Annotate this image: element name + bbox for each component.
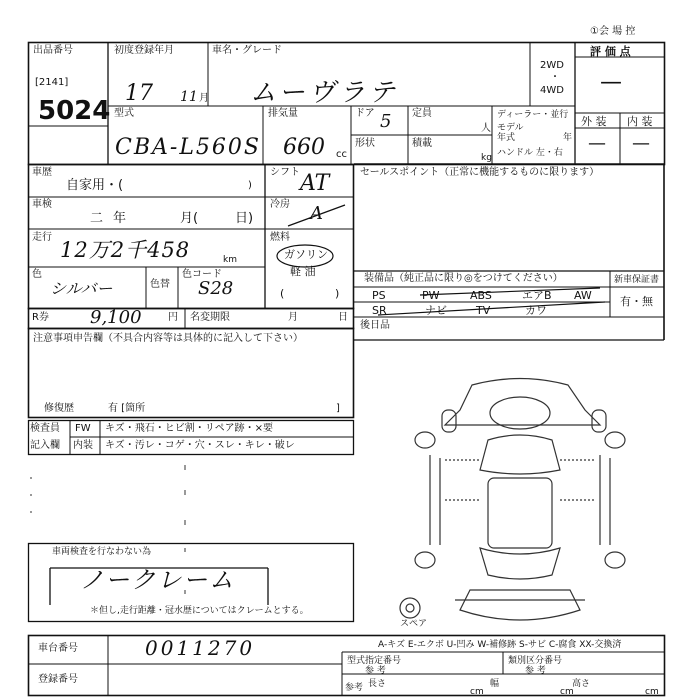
registration-label: 初度登録年月 (114, 45, 174, 56)
equipment-tv: TV (476, 304, 491, 317)
mileage-label: 走行 (32, 232, 52, 243)
valid-period-label: 名変期限 (190, 312, 230, 323)
inspection-day-unit: 日) (235, 211, 254, 226)
dealer-handle: ハンドル 左・右 (497, 148, 563, 158)
inspector-naisou-text: キズ・汚レ・コゲ・穴・スレ・キレ・破レ (105, 440, 295, 451)
usage-close: ) (248, 180, 252, 191)
warranty-label: 新車保証書 (614, 275, 660, 285)
registration-month-unit: 月 (199, 93, 209, 104)
recycle-label: R券 (32, 312, 49, 323)
fuel-paren-close: ) (335, 287, 340, 300)
ref-length-label: 参考 (345, 683, 364, 693)
capacity-label: 定員 (412, 108, 432, 119)
drive-dot: ・ (550, 72, 560, 83)
lot-sub-number: [2141] (35, 77, 69, 88)
displacement-value: 660 (283, 135, 325, 160)
fuel-diesel: 軽 油 (290, 265, 316, 278)
ac-value: A (310, 203, 323, 224)
warranty-value: 有・無 (620, 295, 653, 308)
color-code-value: S28 (198, 278, 234, 299)
post-register-label: 後日品 (360, 320, 390, 331)
inspection-month-unit: 月( (180, 211, 199, 226)
equipment-navi: ナビ (425, 304, 447, 317)
doors-label: ドア (355, 108, 375, 119)
spare-label: スペア (400, 619, 428, 629)
length-label: 長さ (368, 679, 387, 689)
type-designation-ref: 参 考 (365, 666, 386, 676)
evaluation-label: 評 価 点 (590, 45, 631, 58)
repair-value: 有 [箇所 (108, 403, 146, 414)
displacement-label: 排気量 (268, 108, 298, 119)
dealer-year-unit: 年 (563, 133, 573, 143)
load-unit: kg (481, 153, 492, 163)
damage-legend: A-キズ E-エクボ U-凹み W-補修跡 S-サビ C-腐食 XX-交換済 (378, 640, 622, 650)
color-label: 色 (32, 269, 42, 280)
fuel-gasoline: ガソリン (284, 248, 328, 261)
no-claim-stamp: ノークレーム (80, 566, 236, 594)
inspection-era: 二 (90, 211, 104, 226)
no-claim-notice: 車両検査を行なわない為 (52, 547, 152, 557)
inspection-year-unit: 年 (113, 211, 127, 226)
color-code-label: 色コード (182, 269, 222, 280)
ac-label: 冷房 (270, 199, 290, 210)
inspector-fw: FW (75, 423, 91, 434)
mileage-unit: km (223, 255, 237, 265)
equipment-label: 装備品（純正品に限り◎をつけてください） (364, 273, 563, 284)
chassis-value: 0011270 (145, 636, 256, 660)
width-unit: cm (560, 687, 574, 697)
car-diagram (400, 379, 625, 621)
selling-points-label: セールスポイント（正常に機能するものに限ります） (360, 167, 600, 178)
load-label: 積載 (412, 138, 432, 149)
height-unit: cm (645, 687, 659, 697)
class-number-label: 類別区分番号 (508, 656, 563, 666)
type-designation-label: 型式指定番号 (347, 656, 402, 666)
equipment-ps: PS (372, 289, 386, 302)
doors-value: 5 (380, 111, 392, 132)
lot-number: 5024 (38, 96, 111, 126)
inspector-fw-text: キズ・飛石・ヒビ割・リペア跡・×要 (105, 423, 273, 434)
lot-label: 出品番号 (33, 45, 73, 56)
color-value: シルバー (50, 279, 113, 298)
length-unit: cm (470, 687, 484, 697)
equipment-cooler: カワ (525, 304, 547, 317)
usage-value: 自家用・( (66, 178, 124, 193)
recycle-unit: 円 (168, 312, 178, 323)
height-label: 高さ (572, 679, 591, 689)
dealer-line1: ディーラー・並行 (497, 110, 569, 120)
equipment-sr: SR (372, 304, 387, 317)
equipment-airbag: エアB (522, 289, 552, 302)
class-number-ref: 参 考 (525, 666, 546, 676)
body-shape-label: 形状 (355, 138, 375, 149)
displacement-unit: cc (336, 149, 347, 160)
mileage-value: 12万2千458 (60, 238, 191, 262)
interior-value: — (632, 133, 650, 154)
inspector-label-2: 記入欄 (30, 440, 60, 451)
capacity-unit: 人 (481, 123, 491, 134)
valid-period-day-unit: 日 (338, 312, 348, 323)
usage-label: 車歴 (32, 167, 52, 178)
exterior-label: 外 装 (581, 115, 607, 128)
registration-month: 11 (180, 89, 198, 105)
model-code-value: CBA-L560S (115, 135, 261, 160)
inspector-naisou: 内装 (73, 440, 93, 451)
equipment-pw: PW (422, 289, 440, 302)
repair-close: ] (336, 403, 340, 414)
interior-label: 内 装 (627, 115, 653, 128)
color-swap-label: 色替 (150, 279, 170, 290)
recycle-value: 9,100 (90, 307, 142, 328)
drive-2wd: 2WD (540, 60, 564, 71)
equipment-aw: AW (574, 289, 592, 302)
width-label: 幅 (490, 679, 500, 689)
shift-label: シフト (270, 167, 300, 178)
model-name-label: 車名・グレード (212, 45, 282, 56)
fuel-paren-open: ( (280, 287, 285, 300)
notes-label: 注意事項申告欄（不具合内容等は具体的に記入して下さい） (33, 333, 303, 344)
valid-period-month-unit: 月 (288, 312, 298, 323)
model-name-value: ムーヴラテ (250, 78, 399, 108)
registration-year: 17 (125, 81, 153, 106)
dealer-line2: モデル (497, 123, 524, 133)
chassis-label: 車台番号 (38, 643, 78, 654)
dealer-line3: 年式 (497, 133, 516, 143)
inspection-label: 車検 (32, 199, 52, 210)
registration-number-label: 登録番号 (38, 674, 78, 685)
equipment-abs: ABS (470, 289, 492, 302)
repair-label: 修復歴 (44, 403, 74, 414)
shift-value: AT (300, 171, 330, 196)
evaluation-value: — (600, 70, 622, 95)
model-code-label: 型式 (114, 108, 134, 119)
exterior-value: — (588, 133, 606, 154)
inspector-label-1: 検査員 (30, 423, 60, 434)
auction-house-copy: ①会 場 控 (590, 26, 636, 37)
no-claim-footnote: ＊但し,走行距離・冠水歴についてはクレームとする。 (90, 606, 309, 616)
fuel-label: 燃料 (270, 232, 290, 243)
drive-4wd: 4WD (540, 85, 564, 96)
